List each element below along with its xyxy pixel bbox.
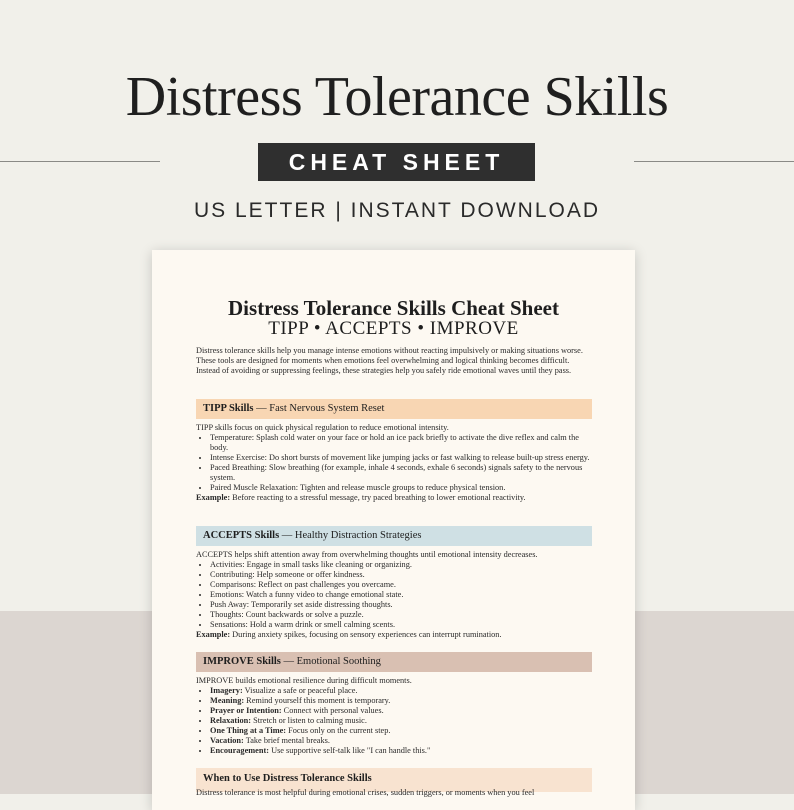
item-term: Vacation: — [210, 736, 244, 745]
list-item — [210, 706, 592, 716]
list-item: • Sensations: Hold a warm drink or smell calming scents. — [210, 620, 592, 630]
item-term: Encouragement: — [210, 746, 269, 755]
example-label: Example: — [196, 493, 231, 502]
left-divider — [0, 161, 160, 162]
list-item: • Emotions: Watch a funny video to change emotional state. — [210, 590, 592, 600]
list-item: • Paced Breathing: Slow breathing (for example, inhale 4 seconds, exhale 6 seconds) signals safety to the nervous system. — [210, 463, 592, 483]
list-item: • Intense Exercise: Do short bursts of movement like jumping jacks or fast walking to release built-up stress energy. — [210, 453, 592, 463]
item-text: Stretch or listen to calming music. — [251, 716, 367, 725]
list-item — [210, 686, 592, 696]
hero-title: Distress Tolerance Skills — [125, 66, 669, 128]
item-term: One Thing at a Time: — [210, 726, 287, 735]
item-text: Visualize a safe or peaceful place. — [242, 686, 358, 695]
when-text: Distress tolerance is most helpful during emotional crises, sudden triggers, or moments when you feel — [196, 788, 535, 797]
accepts-example — [196, 630, 592, 640]
tipp-heading: TIPP Skills — [203, 403, 254, 414]
item-text: Use supportive self-talk like "I can handle this." — [269, 746, 431, 755]
tipp-section — [196, 423, 592, 503]
accepts-section — [196, 550, 592, 640]
when-heading: When to Use Distress Tolerance Skills — [203, 773, 372, 784]
example-label: Example: — [196, 630, 231, 639]
item-text: Take brief mental breaks. — [243, 736, 330, 745]
tipp-tagline: — Fast Nervous System Reset — [253, 403, 385, 414]
accepts-list — [196, 560, 592, 630]
cheat-sheet-page — [152, 250, 635, 810]
item-text: Connect with personal values. — [281, 706, 384, 715]
example-text: Before reacting to a stressful message, try paced breathing to lower emotional reactivity. — [230, 493, 526, 502]
list-item: • Activities: Engage in small tasks like cleaning or organizing. — [210, 560, 592, 570]
item-text: Focus only on the current step. — [286, 726, 391, 735]
accepts-header — [196, 526, 592, 546]
list-item — [210, 696, 592, 706]
sheet-subtitle: TIPP • ACCEPTS • IMPROVE — [268, 318, 519, 339]
example-text: During anxiety spikes, focusing on sensory experiences can interrupt rumination. — [230, 630, 502, 639]
improve-header — [196, 652, 592, 672]
list-item: • Temperature: Splash cold water on your face or hold an ice pack briefly to activate the dive reflex and calm the body. — [210, 433, 592, 453]
list-item: • Push Away: Temporarily set aside distressing thoughts. — [210, 600, 592, 610]
hero-subtitle: US LETTER | INSTANT DOWNLOAD — [193, 199, 601, 222]
tipp-intro: TIPP skills focus on quick physical regulation to reduce emotional intensity. — [196, 423, 449, 432]
improve-tagline: — Emotional Soothing — [280, 656, 381, 667]
accepts-tagline: — Healthy Distraction Strategies — [279, 530, 422, 541]
cheat-sheet-badge: CHEAT SHEET — [258, 143, 535, 181]
list-item — [210, 726, 592, 736]
list-item: • Contributing: Help someone or offer kindness. — [210, 570, 592, 580]
tipp-list — [196, 433, 592, 493]
item-text: Remind yourself this moment is temporary. — [244, 696, 391, 705]
list-item — [210, 736, 592, 746]
sheet-title: Distress Tolerance Skills Cheat Sheet — [228, 296, 559, 320]
list-item: • Comparisons: Reflect on past challenges you overcame. — [210, 580, 592, 590]
list-item: • Paired Muscle Relaxation: Tighten and release muscle groups to reduce physical tension. — [210, 483, 592, 493]
improve-intro: IMPROVE builds emotional resilience during difficult moments. — [196, 676, 412, 685]
tipp-header — [196, 399, 592, 419]
item-term: Relaxation: — [210, 716, 252, 725]
accepts-heading: ACCEPTS Skills — [203, 530, 280, 541]
sheet-intro: Distress tolerance skills help you manage intense emotions without reacting impulsively or making situations worse. These tools are designed for moments when emotions feel overwhelming and logical thinking becomes difficult. Instead of avoiding or suppressing feelings, these strategies help you safely ride emotional waves until they pass. — [196, 346, 583, 375]
improve-section — [196, 676, 592, 756]
list-item: • Thoughts: Count backwards or solve a puzzle. — [210, 610, 592, 620]
right-divider — [634, 161, 794, 162]
improve-heading: IMPROVE Skills — [203, 656, 281, 667]
accepts-intro: ACCEPTS helps shift attention away from overwhelming thoughts until emotional intensity decreases. — [196, 550, 538, 559]
item-term: Prayer or Intention: — [210, 706, 282, 715]
item-term: Imagery: — [210, 686, 243, 695]
item-term: Meaning: — [210, 696, 245, 705]
list-item — [210, 746, 592, 756]
tipp-example — [196, 493, 592, 503]
improve-list — [196, 686, 592, 756]
list-item — [210, 716, 592, 726]
